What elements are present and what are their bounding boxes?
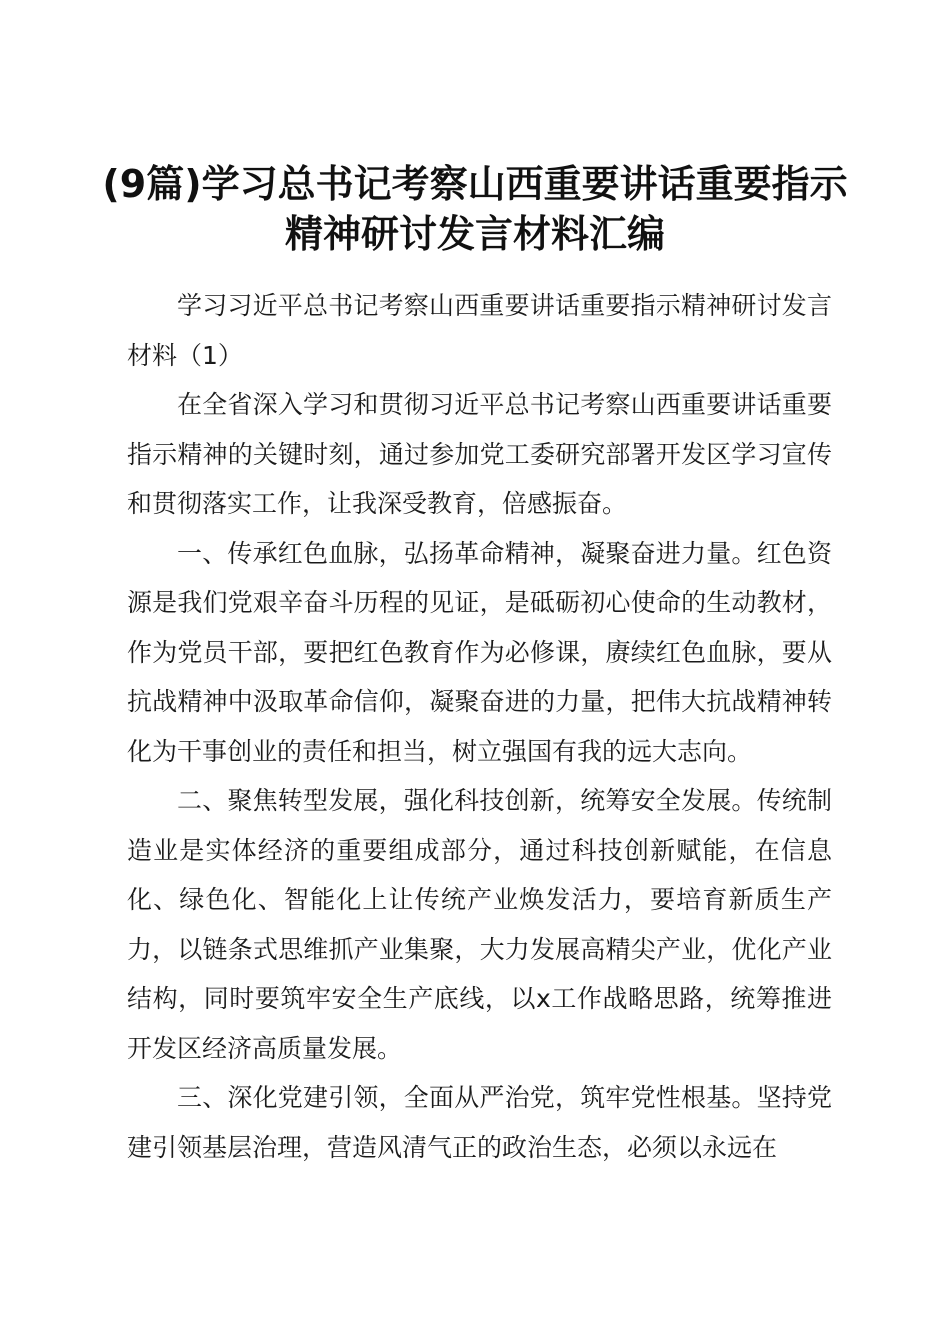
paragraph-section-2: 二、聚焦转型发展，强化科技创新，统筹安全发展。传统制造业是实体经济的重要组成部分，通过科技创新赋能，在信息化、绿色化、智能化上让传统产业焕发活力，要培育新质生产力，以链条式思维抓产业集聚，大力发展高精尖产业，优化产业结构，同时要筑牢安全生产底线，以x工作战略思路，统筹推进开发区经济高质量发展。 bbox=[127, 786, 832, 1063]
paragraph-section-1: 一、传承红色血脉，弘扬革命精神，凝聚奋进力量。红色资源是我们党艰辛奋斗历程的见证，是砥砺初心使命的生动教材，作为党员干部，要把红色教育作为必修课，赓续红色血脉，要从抗战精神中汲取革命信仰，凝聚奋进的力量，把伟大抗战精神转化为干事创业的责任和担当，树立强国有我的远大志向。 bbox=[127, 538, 832, 766]
paragraph-intro: 在全省深入学习和贯彻习近平总书记考察山西重要讲话重要指示精神的关键时刻，通过参加党工委研究部署开发区学习宣传和贯彻落实工作，让我深受教育，倍感振奋。 bbox=[127, 390, 832, 518]
paragraph-section-3: 三、深化党建引领，全面从严治党，筑牢党性根基。坚持党建引领基层治理，营造风清气正的政治生态，必须以永远在 bbox=[127, 1083, 832, 1162]
document-body bbox=[127, 281, 832, 1172]
section-subtitle: 学习习近平总书记考察山西重要讲话重要指示精神研讨发言材料（1） bbox=[127, 291, 832, 370]
document-title: (9篇)学习总书记考察山西重要讲话重要指示精神研讨发言材料汇编 bbox=[102, 162, 848, 256]
